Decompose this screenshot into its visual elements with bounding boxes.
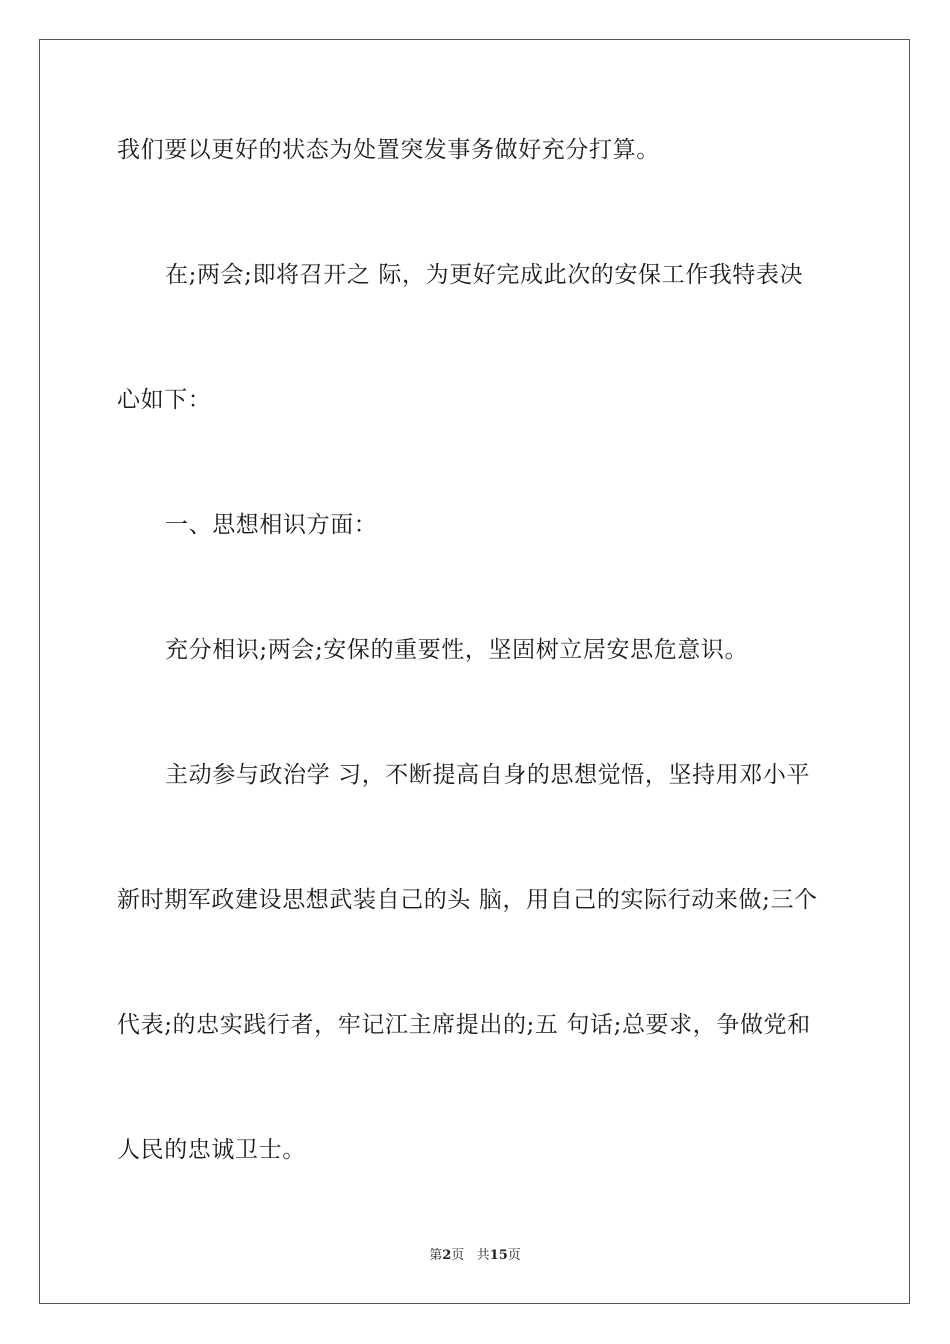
page-number: 2 (442, 1248, 452, 1263)
text-line-9: 人民的忠诚卫士。 (117, 1137, 306, 1163)
page-footer (0, 1247, 950, 1265)
text-line-5: 充分相识;两会;安保的重要性，坚固树立居安思危意识。 (165, 637, 749, 663)
text-line-3: 心如下： (117, 387, 212, 413)
text-line-1: 我们要以更好的状态为处置突发事务做好充分打算。 (117, 137, 660, 163)
total-pages: 15 (489, 1248, 508, 1263)
total-prefix: 共 (476, 1248, 490, 1263)
text-line-6: 主动参与政治学 习，不断提高自身的思想觉悟，坚持用邓小平 (165, 762, 811, 788)
total-suffix: 页 (507, 1248, 521, 1263)
text-line-2: 在;两会;即将召开之 际，为更好完成此次的安保工作我特表决 (165, 262, 804, 288)
text-line-8: 代表;的忠实践行者，牢记江主席提出的;五 句话;总要求，争做党和 (117, 1012, 811, 1038)
section-heading: 一、思想相识方面： (165, 512, 378, 538)
page-border (39, 39, 910, 1304)
page-prefix: 第 (429, 1248, 443, 1263)
text-line-7: 新时期军政建设思想武装自己的头 脑，用自己的实际行动来做;三个 (117, 887, 818, 913)
page-suffix: 页 (451, 1248, 465, 1263)
